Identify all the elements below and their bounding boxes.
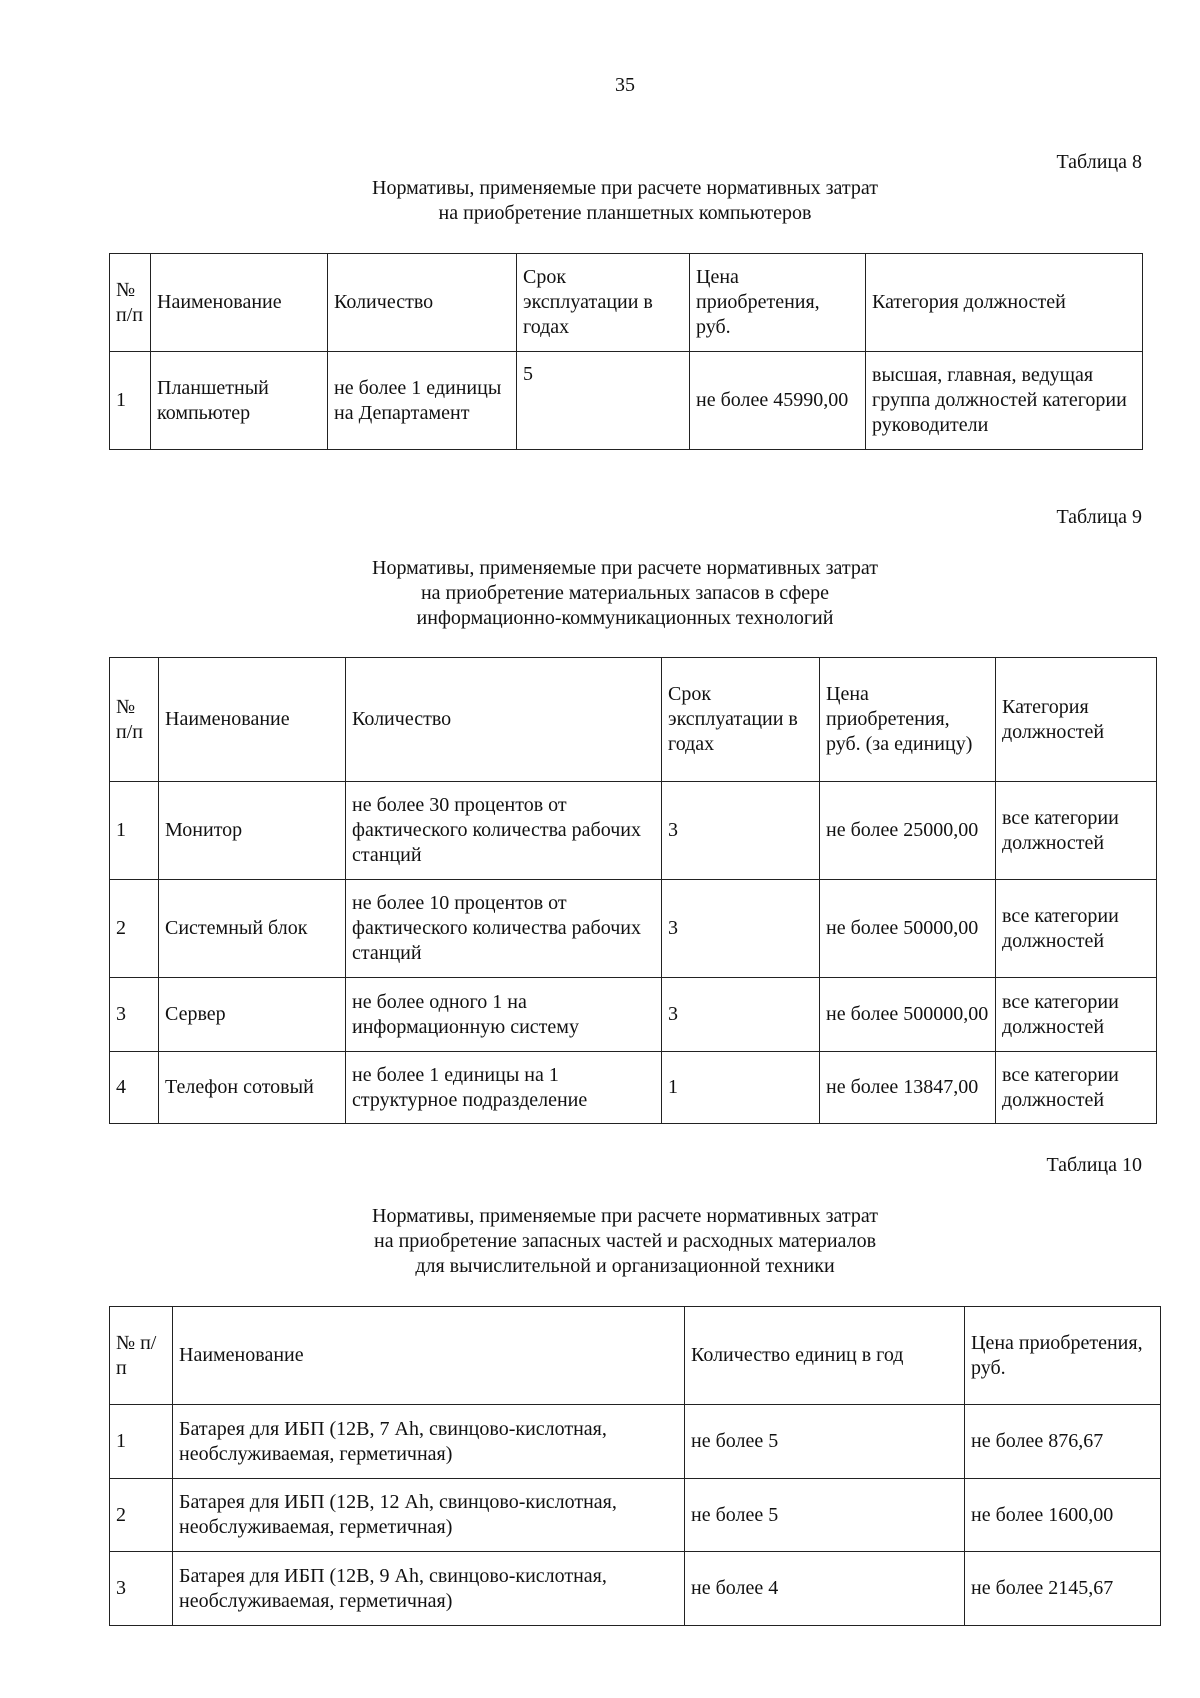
table-cell: 3 [662, 880, 820, 978]
table-cell: не более 10 процентов от фактического количества рабочих станций [346, 880, 662, 978]
table-row [110, 1052, 1157, 1124]
header-row [110, 254, 1143, 352]
table-cell: не более 876,67 [965, 1405, 1161, 1479]
table-row [110, 1552, 1161, 1626]
table-cell: не более 1 единицы на Департамент [328, 352, 517, 450]
title-line: для вычислительной и организационной техники [415, 1255, 835, 1277]
table-cell: не более 1600,00 [965, 1479, 1161, 1552]
table-cell: Батарея для ИБП (12В, 12 Ah, свинцово-кислотная, необслуживаемая, герметичная) [173, 1479, 685, 1552]
table-cell: 2 [110, 1479, 173, 1552]
header-cell: Категория должностей [866, 254, 1143, 352]
table9 [109, 657, 1157, 1124]
table-cell: все категории должностей [996, 1052, 1157, 1124]
table-cell: 3 [110, 978, 159, 1052]
table8-title [0, 176, 1200, 226]
table-cell: 1 [662, 1052, 820, 1124]
table-cell: Системный блок [159, 880, 346, 978]
header-cell: Наименование [173, 1307, 685, 1405]
table10-title [0, 1204, 1200, 1279]
table8 [109, 253, 1143, 450]
header-row [110, 1307, 1161, 1405]
table-cell: высшая, главная, ведущая группа должностей категории руководители [866, 352, 1143, 450]
header-cell: Наименование [159, 658, 346, 782]
table-row [110, 978, 1157, 1052]
title-line: на приобретение материальных запасов в сфере [420, 582, 830, 604]
header-cell: Категория должностей [996, 658, 1157, 782]
table8-label: Таблица 8 [1056, 151, 1142, 173]
table-cell: все категории должностей [996, 880, 1157, 978]
page-number: 35 [615, 74, 635, 96]
header-cell: Срок эксплуатации в годах [517, 254, 690, 352]
header-cell: № п/п [110, 658, 159, 782]
table-cell: не более 5 [685, 1405, 965, 1479]
table-cell: Планшетный компьютер [151, 352, 328, 450]
table-cell: не более 50000,00 [820, 880, 996, 978]
table-cell: не более 500000,00 [820, 978, 996, 1052]
header-cell: Цена приобретения, руб. [690, 254, 866, 352]
table10 [109, 1306, 1161, 1626]
table-cell: не более 30 процентов от фактического количества рабочих станций [346, 782, 662, 880]
table-cell: 5 [517, 352, 690, 450]
header-cell: Количество [346, 658, 662, 782]
header-cell: № п/п [110, 1307, 173, 1405]
table-cell: 4 [110, 1052, 159, 1124]
header-cell: Срок эксплуатации в годах [662, 658, 820, 782]
table-cell: 1 [110, 782, 159, 880]
table-row [110, 880, 1157, 978]
table-cell: Батарея для ИБП (12В, 9 Ah, свинцово-кислотная, необслуживаемая, герметичная) [173, 1552, 685, 1626]
table-row [110, 782, 1157, 880]
title-line: информационно-коммуникационных технологий [416, 607, 834, 629]
header-cell: Количество [328, 254, 517, 352]
title-line: Нормативы, применяемые при расчете нормативных затрат [372, 557, 878, 579]
header-cell: Наименование [151, 254, 328, 352]
table-cell: не более 5 [685, 1479, 965, 1552]
table9-label: Таблица 9 [1056, 506, 1142, 528]
title-line: Нормативы, применяемые при расчете нормативных затрат [372, 1205, 878, 1227]
table-cell: не более одного 1 на информационную систему [346, 978, 662, 1052]
table-cell: 3 [110, 1552, 173, 1626]
table-cell: все категории должностей [996, 782, 1157, 880]
header-cell: Цена приобретения, руб. [965, 1307, 1161, 1405]
table-cell: 3 [662, 978, 820, 1052]
table-cell: не более 13847,00 [820, 1052, 996, 1124]
table-cell: не более 4 [685, 1552, 965, 1626]
header-cell: Цена приобретения, руб. (за единицу) [820, 658, 996, 782]
title-line: Нормативы, применяемые при расчете нормативных затрат [372, 177, 878, 199]
table-row [110, 352, 1143, 450]
table-row [110, 1405, 1161, 1479]
table-cell: не более 1 единицы на 1 структурное подразделение [346, 1052, 662, 1124]
table-cell: не более 2145,67 [965, 1552, 1161, 1626]
table-cell: Батарея для ИБП (12В, 7 Ah, свинцово-кислотная, необслуживаемая, герметичная) [173, 1405, 685, 1479]
header-cell: № п/п [110, 254, 151, 352]
title-line: на приобретение планшетных компьютеров [438, 202, 812, 224]
table-cell: 2 [110, 880, 159, 978]
table-cell: Монитор [159, 782, 346, 880]
table9-title [0, 556, 1200, 631]
table-cell: Телефон сотовый [159, 1052, 346, 1124]
table-cell: 3 [662, 782, 820, 880]
header-cell: Количество единиц в год [685, 1307, 965, 1405]
table-cell: 1 [110, 1405, 173, 1479]
table-row [110, 1479, 1161, 1552]
title-line: на приобретение запасных частей и расходных материалов [373, 1230, 877, 1252]
header-row [110, 658, 1157, 782]
table10-label: Таблица 10 [1046, 1154, 1142, 1176]
table-cell: все категории должностей [996, 978, 1157, 1052]
table-cell: не более 25000,00 [820, 782, 996, 880]
table-cell: Сервер [159, 978, 346, 1052]
table-cell: 1 [110, 352, 151, 450]
table-cell: не более 45990,00 [690, 352, 866, 450]
